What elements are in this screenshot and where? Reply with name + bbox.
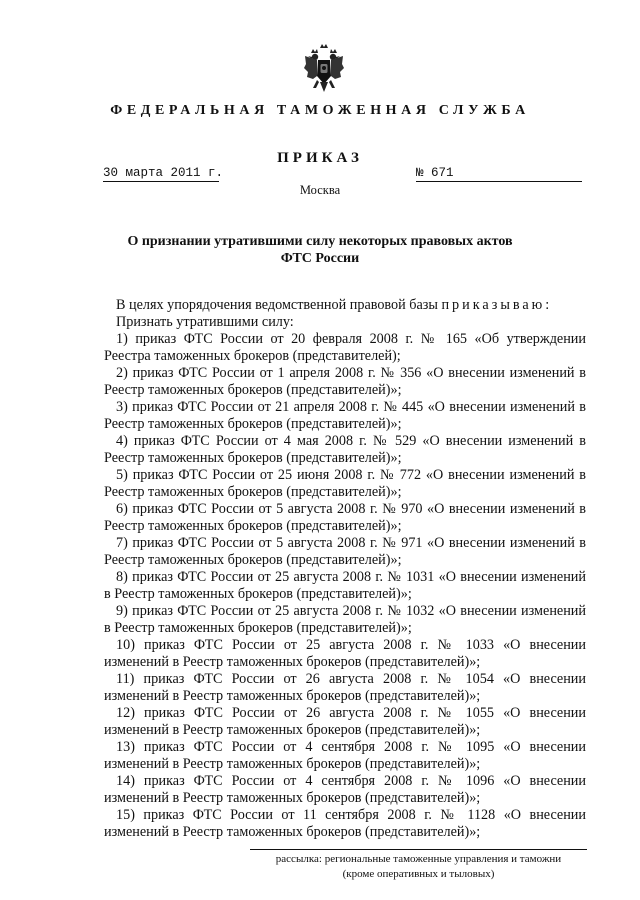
preamble-text: В целях упорядочения ведомственной правовой базы [116,297,438,313]
list-item-line-2: в Реестр таможенных брокеров (представителей)»; [104,620,412,636]
list-item-line-2: в Реестр таможенных брокеров (представителей)»; [104,586,412,602]
order-subject [0,233,640,267]
list-item-line-2: Реестр таможенных брокеров (представителей)»; [104,484,402,500]
order-date: 30 марта 2011 г. [103,166,224,180]
list-item [104,501,586,535]
intro-line: Признать утратившими силу: [116,314,294,330]
preamble-order-word: приказываю: [441,297,553,313]
list-item-line-1: 7) приказ ФТС России от 5 августа 2008 г. № 971 «О внесении изменений в [116,535,586,551]
double-headed-eagle-icon [303,42,345,98]
list-item [104,535,586,569]
list-item-line-2: Реестра таможенных брокеров (представителей); [104,348,401,364]
list-item-line-2: Реестр таможенных брокеров (представителей)»; [104,518,402,534]
list-item [104,637,586,671]
list-item-line-1: 10) приказ ФТС России от 25 августа 2008 г. № 1033 «О внесении [116,637,586,653]
list-item-line-1: 2) приказ ФТС России от 1 апреля 2008 г. № 356 «О внесении изменений в [116,365,586,381]
list-item [104,603,586,637]
list-item [104,773,586,807]
list-item-line-1: 5) приказ ФТС России от 25 июня 2008 г. № 772 «О внесении изменений в [116,467,586,483]
order-number: № 671 [416,166,582,182]
list-item [104,399,586,433]
preamble [104,297,586,314]
list-item-line-2: изменений в Реестр таможенных брокеров (представителей)»; [104,722,481,738]
subject-line-2: ФТС России [280,251,360,266]
subject-line-1: О признании утратившими силу некоторых правовых актов [127,234,513,249]
list-item-line-1: 9) приказ ФТС России от 25 августа 2008 г. № 1032 «О внесении изменений [116,603,586,619]
list-item-line-2: изменений в Реестр таможенных брокеров (представителей)»; [104,654,481,670]
list-item [104,671,586,705]
list-item [104,705,586,739]
list-item-line-1: 13) приказ ФТС России от 4 сентября 2008 г. № 1095 «О внесении [116,739,586,755]
list-item [104,807,586,841]
list-item [104,433,586,467]
distribution-line-1: рассылка: региональные таможенные управления и таможни [275,853,562,865]
list-item [104,365,586,399]
list-item [104,467,586,501]
list-item [104,739,586,773]
list-item [104,331,586,365]
list-item-line-1: 8) приказ ФТС России от 25 августа 2008 г. № 1031 «О внесении изменений [116,569,586,585]
revoked-acts-list [104,331,586,841]
list-item-line-1: 12) приказ ФТС России от 26 августа 2008 г. № 1055 «О внесении [116,705,586,721]
order-body [104,297,586,841]
issue-city: Москва [299,183,341,197]
list-item-line-1: 4) приказ ФТС России от 4 мая 2008 г. № 529 «О внесении изменений в [116,433,586,449]
list-item-line-1: 1) приказ ФТС России от 20 февраля 2008 г. № 165 «Об утверждении [116,331,586,347]
list-item-line-2: Реестр таможенных брокеров (представителей)»; [104,416,402,432]
list-item-line-2: Реестр таможенных брокеров (представителей)»; [104,382,402,398]
list-item-line-2: Реестр таможенных брокеров (представителей)»; [104,450,402,466]
list-item-line-2: изменений в Реестр таможенных брокеров (представителей)»; [104,756,481,772]
list-item-line-1: 14) приказ ФТС России от 4 сентября 2008 г. № 1096 «О внесении [116,773,586,789]
list-item-line-2: изменений в Реестр таможенных брокеров (представителей)»; [104,824,481,840]
list-item [104,569,586,603]
list-item-line-2: изменений в Реестр таможенных брокеров (представителей)»; [104,688,481,704]
list-item-line-2: Реестр таможенных брокеров (представителей)»; [104,552,402,568]
list-item-line-2: изменений в Реестр таможенных брокеров (представителей)»; [104,790,481,806]
list-item-line-1: 15) приказ ФТС России от 11 сентября 2008 г. № 1128 «О внесении [116,807,586,823]
distribution-line-2: (кроме оперативных и тыловых) [342,868,495,880]
footer-divider [250,849,587,850]
list-item-line-1: 6) приказ ФТС России от 5 августа 2008 г. № 970 «О внесении изменений в [116,501,586,517]
list-item-line-1: 3) приказ ФТС России от 21 апреля 2008 г. № 445 «О внесении изменений в [116,399,586,415]
document-type-heading: ПРИКАЗ [277,150,363,166]
agency-name: ФЕДЕРАЛЬНАЯ ТАМОЖЕННАЯ СЛУЖБА [110,103,530,118]
list-item-line-1: 11) приказ ФТС России от 26 августа 2008 г. № 1054 «О внесении [116,671,586,687]
distribution-note [250,852,587,882]
